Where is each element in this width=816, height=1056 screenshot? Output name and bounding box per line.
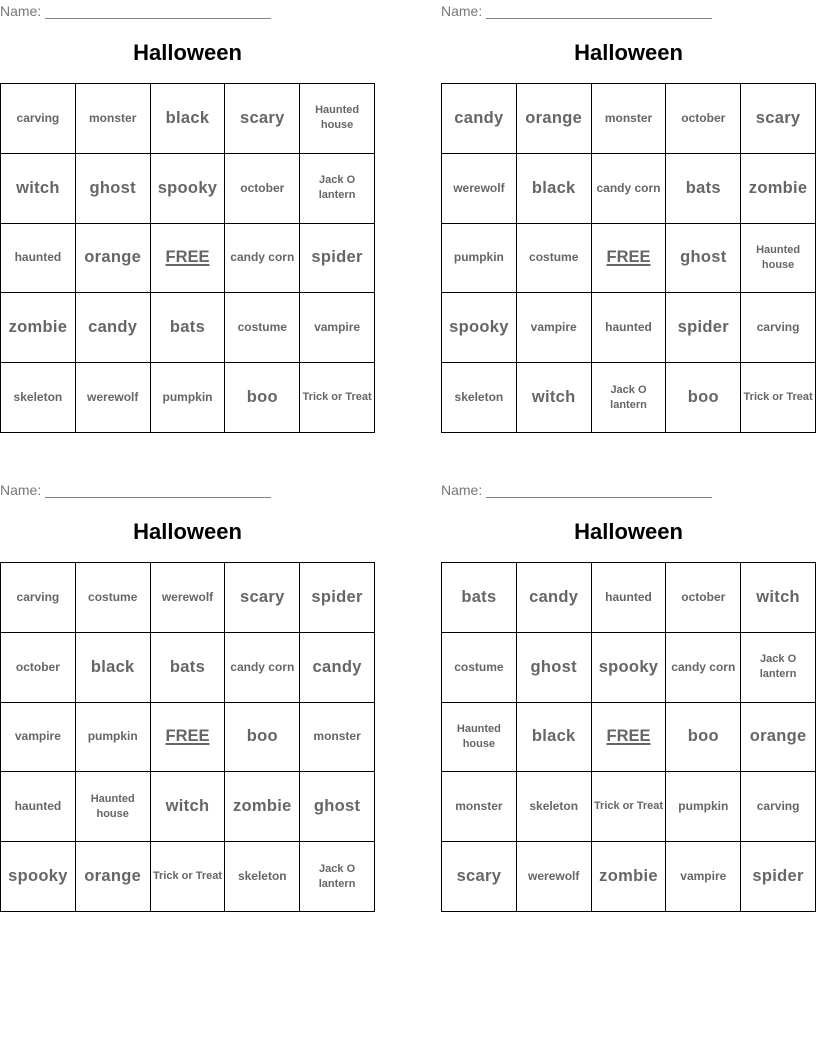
- bingo-cell: werewolf: [151, 563, 226, 633]
- bingo-cell: ghost: [76, 154, 151, 224]
- bingo-cell: costume: [442, 633, 517, 703]
- bingo-grid: [441, 83, 816, 433]
- bingo-cell: costume: [517, 224, 592, 294]
- bingo-cell: boo: [666, 703, 741, 773]
- bingo-cell: boo: [666, 363, 741, 433]
- free-space-cell: FREE: [592, 703, 667, 773]
- bingo-cell: skeleton: [225, 842, 300, 912]
- bingo-cell: scary: [442, 842, 517, 912]
- bingo-cell: spooky: [151, 154, 226, 224]
- bingo-cell: orange: [76, 224, 151, 294]
- bingo-cell: zombie: [592, 842, 667, 912]
- bingo-cell: werewolf: [76, 363, 151, 433]
- bingo-cell: Trick or Treat: [741, 363, 816, 433]
- bingo-cell: scary: [225, 563, 300, 633]
- bingo-cell: vampire: [666, 842, 741, 912]
- name-field-label: Name: _____________________________: [0, 3, 271, 19]
- bingo-cell: boo: [225, 363, 300, 433]
- name-field-label: Name: _____________________________: [441, 482, 712, 498]
- bingo-cell: spooky: [442, 293, 517, 363]
- bingo-cell: candy corn: [666, 633, 741, 703]
- bingo-cell: witch: [1, 154, 76, 224]
- bingo-cell: scary: [225, 84, 300, 154]
- bingo-cell: werewolf: [442, 154, 517, 224]
- bingo-cell: witch: [741, 563, 816, 633]
- bingo-cell: orange: [741, 703, 816, 773]
- bingo-cell: candy: [300, 633, 375, 703]
- bingo-cell: werewolf: [517, 842, 592, 912]
- bingo-cell: Haunted house: [442, 703, 517, 773]
- bingo-cell: skeleton: [1, 363, 76, 433]
- bingo-cell: october: [225, 154, 300, 224]
- bingo-cell: orange: [76, 842, 151, 912]
- bingo-cell: zombie: [1, 293, 76, 363]
- bingo-cell: carving: [1, 563, 76, 633]
- bingo-cell: skeleton: [442, 363, 517, 433]
- bingo-cell: zombie: [225, 772, 300, 842]
- bingo-cell: boo: [225, 703, 300, 773]
- bingo-cell: black: [517, 703, 592, 773]
- bingo-cell: black: [517, 154, 592, 224]
- bingo-grid: [0, 562, 375, 912]
- bingo-cell: vampire: [300, 293, 375, 363]
- bingo-cell: black: [76, 633, 151, 703]
- card-title: Halloween: [574, 519, 683, 544]
- bingo-card-4: [441, 479, 816, 919]
- bingo-cell: zombie: [741, 154, 816, 224]
- bingo-cell: haunted: [1, 772, 76, 842]
- bingo-cell: haunted: [1, 224, 76, 294]
- bingo-cell: october: [1, 633, 76, 703]
- name-field-label: Name: _____________________________: [0, 482, 271, 498]
- bingo-cell: october: [666, 84, 741, 154]
- bingo-cell: bats: [666, 154, 741, 224]
- bingo-cell: pumpkin: [666, 772, 741, 842]
- bingo-cell: october: [666, 563, 741, 633]
- bingo-cell: ghost: [300, 772, 375, 842]
- bingo-cell: Trick or Treat: [151, 842, 226, 912]
- bingo-cell: candy: [517, 563, 592, 633]
- card-title: Halloween: [574, 40, 683, 65]
- bingo-card-3: [0, 479, 375, 919]
- free-space-cell: FREE: [151, 703, 226, 773]
- bingo-cell: candy corn: [225, 633, 300, 703]
- bingo-cell: witch: [517, 363, 592, 433]
- bingo-cell: vampire: [517, 293, 592, 363]
- bingo-cell: costume: [76, 563, 151, 633]
- bingo-cell: pumpkin: [442, 224, 517, 294]
- bingo-cell: candy corn: [592, 154, 667, 224]
- bingo-cell: Jack O lantern: [300, 842, 375, 912]
- bingo-cell: carving: [741, 293, 816, 363]
- bingo-cell: pumpkin: [151, 363, 226, 433]
- bingo-cell: candy corn: [225, 224, 300, 294]
- bingo-cell: spider: [666, 293, 741, 363]
- bingo-cell: candy: [442, 84, 517, 154]
- bingo-cell: candy: [76, 293, 151, 363]
- bingo-cell: Jack O lantern: [300, 154, 375, 224]
- bingo-cell: Jack O lantern: [592, 363, 667, 433]
- bingo-cell: monster: [592, 84, 667, 154]
- free-space-cell: FREE: [151, 224, 226, 294]
- bingo-cell: spooky: [1, 842, 76, 912]
- bingo-cell: Jack O lantern: [741, 633, 816, 703]
- bingo-card-2: [441, 0, 816, 440]
- bingo-cell: monster: [442, 772, 517, 842]
- card-title: Halloween: [133, 40, 242, 65]
- bingo-cell: costume: [225, 293, 300, 363]
- bingo-cell: ghost: [666, 224, 741, 294]
- bingo-cell: haunted: [592, 293, 667, 363]
- bingo-cell: haunted: [592, 563, 667, 633]
- bingo-card-1: [0, 0, 375, 440]
- bingo-cell: Trick or Treat: [592, 772, 667, 842]
- bingo-cell: pumpkin: [76, 703, 151, 773]
- bingo-cell: Haunted house: [741, 224, 816, 294]
- bingo-cell: Haunted house: [76, 772, 151, 842]
- bingo-cell: black: [151, 84, 226, 154]
- bingo-cell: bats: [442, 563, 517, 633]
- bingo-cell: monster: [76, 84, 151, 154]
- bingo-cell: witch: [151, 772, 226, 842]
- card-title: Halloween: [133, 519, 242, 544]
- bingo-cell: bats: [151, 293, 226, 363]
- bingo-cell: spider: [741, 842, 816, 912]
- bingo-cell: Haunted house: [300, 84, 375, 154]
- bingo-cell: scary: [741, 84, 816, 154]
- bingo-cell: spider: [300, 563, 375, 633]
- bingo-cell: carving: [741, 772, 816, 842]
- bingo-cell: spider: [300, 224, 375, 294]
- bingo-cell: carving: [1, 84, 76, 154]
- bingo-cell: bats: [151, 633, 226, 703]
- bingo-grid: [0, 83, 375, 433]
- free-space-cell: FREE: [592, 224, 667, 294]
- name-field-label: Name: _____________________________: [441, 3, 712, 19]
- bingo-cell: Trick or Treat: [300, 363, 375, 433]
- bingo-cell: ghost: [517, 633, 592, 703]
- bingo-cell: monster: [300, 703, 375, 773]
- bingo-cell: spooky: [592, 633, 667, 703]
- bingo-cell: vampire: [1, 703, 76, 773]
- bingo-grid: [441, 562, 816, 912]
- bingo-cell: skeleton: [517, 772, 592, 842]
- bingo-cell: orange: [517, 84, 592, 154]
